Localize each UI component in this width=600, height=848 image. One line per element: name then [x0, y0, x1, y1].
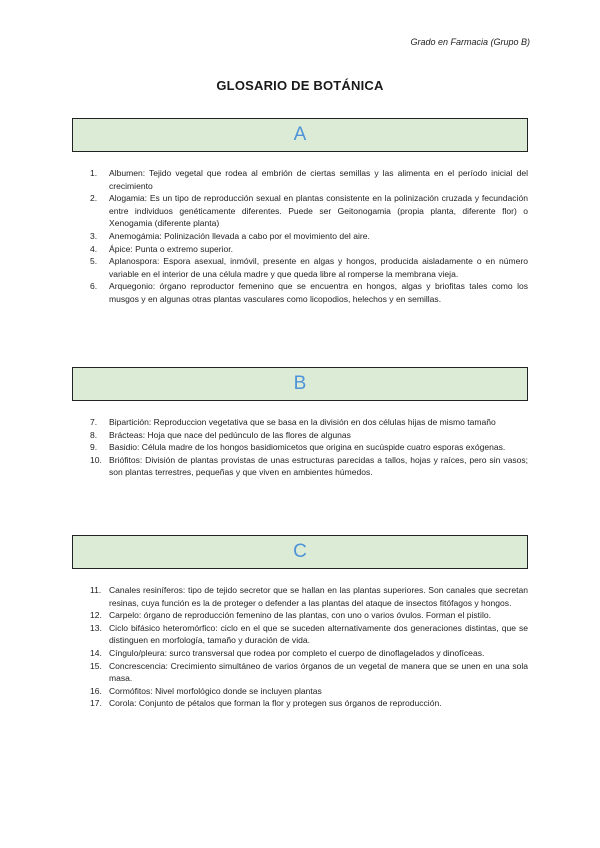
section-letter: A [293, 124, 307, 145]
item-text: Ápice: Punta o extremo superior. [109, 243, 233, 254]
item-number: 5. [90, 256, 98, 267]
item-text: Basidio: Célula madre de los hongos basidiomicetos que origina en sucúspide cuatro esporas exógenas. [109, 442, 506, 453]
item-number: 6. [90, 281, 98, 292]
section-letter-box [72, 535, 528, 569]
item-number: 9. [90, 442, 98, 453]
item-text: Corola: Conjunto de pétalos que forman la flor y protegen sus órganos de reproducción. [109, 698, 442, 709]
section-c [72, 535, 528, 710]
list-item [72, 622, 528, 647]
header-note: Grado en Farmacia (Grupo B) [410, 37, 530, 47]
item-text: Ciclo bifásico heteromórfico: ciclo en el que se suceden alternativamente dos generaciones distintas, que se distinguen en morfología, tamaño y duración de vida. [109, 622, 528, 646]
item-text: Concrescencia: Crecimiento simultáneo de varios órganos de un vegetal de manera que se unen en una sola masa. [109, 660, 528, 684]
list-item [72, 167, 528, 192]
page-title: GLOSARIO DE BOTÁNICA [216, 78, 384, 93]
list-item [72, 230, 528, 243]
item-text: Brácteas: Hoja que nace del pedúnculo de las flores de algunas [109, 429, 351, 440]
list-item [72, 441, 528, 454]
list-item [72, 660, 528, 685]
item-text: Anemogámia: Polinización llevada a cabo por el movimiento del aire. [109, 230, 370, 241]
section-letter: B [293, 373, 307, 394]
item-text: Canales resiníferos: tipo de tejido secretor que se hallan en las plantas superiores. Son canales que secretan resinas, cuya función es la de proteger o defender a las plantas del ataque de insectos fitófagos y hongos. [109, 585, 528, 608]
list-item [72, 280, 528, 305]
item-number: 11. [90, 585, 102, 595]
section-a [72, 118, 528, 306]
item-number: 2. [90, 193, 98, 204]
item-text: Arquegonio: órgano reproductor femenino que se encuentra en hongos, algas y briofitas tales como los musgos y en algunas otras plantas vasculares como licopodios, helechos y en semillas. [109, 281, 528, 304]
section-letter-box [72, 367, 528, 401]
item-number: 17. [90, 698, 102, 709]
item-number: 13. [90, 622, 102, 633]
item-text: Cormófitos: Nivel morfológico donde se incluyen plantas [109, 685, 322, 696]
list-item [72, 609, 528, 622]
term-list [72, 167, 528, 306]
section-letter-box [72, 118, 528, 152]
term-list [72, 416, 528, 479]
item-text: Carpelo: órgano de reproducción femenino de las plantas, con uno o varios óvulos. Forman el pistilo. [109, 610, 491, 621]
section-b [72, 367, 528, 479]
list-item [72, 685, 528, 698]
item-number: 3. [90, 230, 98, 241]
list-item [72, 243, 528, 256]
item-text: Aplanospora: Espora asexual, inmóvil, presente en algas y hongos, producida aisladamente o en número variable en el interior de una célula madre y que queda libre al romperse la membrana vieja. [109, 256, 528, 279]
list-item [72, 454, 528, 479]
item-number: 1. [90, 168, 98, 178]
item-number: 4. [90, 243, 98, 254]
item-text: Albumen: Tejido vegetal que rodea al embrión de ciertas semillas y las alimenta en el período inicial del crecimiento [109, 168, 528, 191]
item-number: 16. [90, 685, 102, 696]
item-text: Alogamia: Es un tipo de reproducción sexual en plantas consistente en la polinización cruzada y fecundación entre individuos genéticamente diferentes. Puede ser Geitonogamia (propia planta, diferente flor) o Xenogamia (diferente planta) [109, 193, 528, 229]
item-number: 8. [90, 429, 98, 440]
item-text: Briófitos: División de plantas provistas de unas estructuras parecidas a tallos, hojas y raíces, pero sin vasos; son plantas terrestres, pequeñas y que viven en ambientes húmedos. [109, 454, 528, 478]
item-number: 14. [90, 647, 102, 658]
list-item [72, 416, 528, 429]
section-letter: C [293, 541, 307, 562]
list-item [72, 255, 528, 280]
item-number: 7. [90, 417, 98, 427]
list-item [72, 697, 528, 710]
list-item [72, 192, 528, 230]
item-text: Bipartición: Reproduccion vegetativa que se basa en la división en dos células hijas de mismo tamaño [109, 417, 496, 427]
list-item [72, 429, 528, 442]
item-number: 12. [90, 610, 102, 621]
list-item [72, 647, 528, 660]
term-list [72, 584, 528, 710]
item-number: 15. [90, 660, 102, 671]
item-number: 10. [90, 454, 102, 465]
list-item [72, 584, 528, 609]
item-text: Cíngulo/pleura: surco transversal que rodea por completo el cuerpo de dinoflagelados y dinofíceas. [109, 647, 485, 658]
